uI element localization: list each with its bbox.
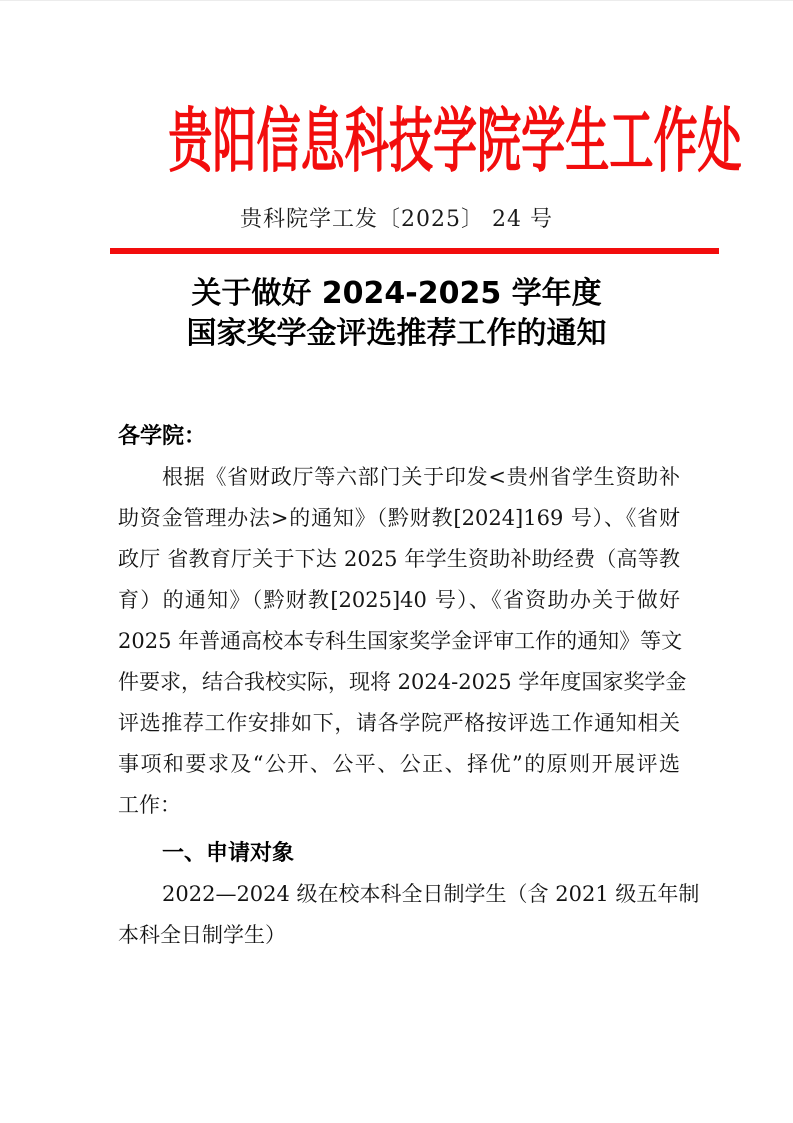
paragraph-line: 2022—2024 级在校本科全日制学生（含 2021 级五年制 (162, 882, 700, 906)
letterhead (0, 101, 793, 181)
paragraph-line: 助资金管理办法>的通知》（黔财教[2024]169 号）、《省财 (118, 506, 680, 530)
paragraph-line: 件要求，结合我校实际，现将 2024-2025 学年度国家奖学金 (118, 670, 687, 694)
paragraph-line: 事项和要求及“公开、公平、公正、择优”的原则开展评选 (118, 752, 680, 776)
document-reference-number: 贵科院学工发〔2025〕 24 号 (240, 207, 553, 232)
red-divider-line (110, 248, 719, 254)
paragraph-line: 工作： (118, 793, 181, 817)
document-title-line1: 关于做好 2024-2025 学年度 (191, 276, 602, 311)
document-title-line2: 国家奖学金评选推荐工作的通知 (186, 316, 607, 351)
paragraph-line: 评选推荐工作安排如下，请各学院严格按评选工作通知相关 (118, 711, 680, 735)
letterhead-org-title: 贵阳信息科技学院学生工作处 (168, 99, 742, 182)
paragraph-line: 2025 年普通高校本专科生国家奖学金评审工作的通知》等文 (118, 629, 683, 653)
paragraph-line: 根据《省财政厅等六部门关于印发<贵州省学生资助补 (162, 465, 680, 489)
section1-heading: 一、申请对象 (162, 841, 295, 866)
salutation: 各学院： (118, 424, 207, 449)
paragraph-line: 育）的通知》（黔财教[2025]40 号）、《省资助办关于做好 (118, 588, 680, 612)
document-title (0, 274, 793, 354)
paragraph-line: 政厅 省教育厅关于下达 2025 年学生资助补助经费（高等教 (118, 547, 680, 571)
paragraph-line: 本科全日制学生） (118, 923, 286, 947)
document-body (118, 416, 700, 956)
